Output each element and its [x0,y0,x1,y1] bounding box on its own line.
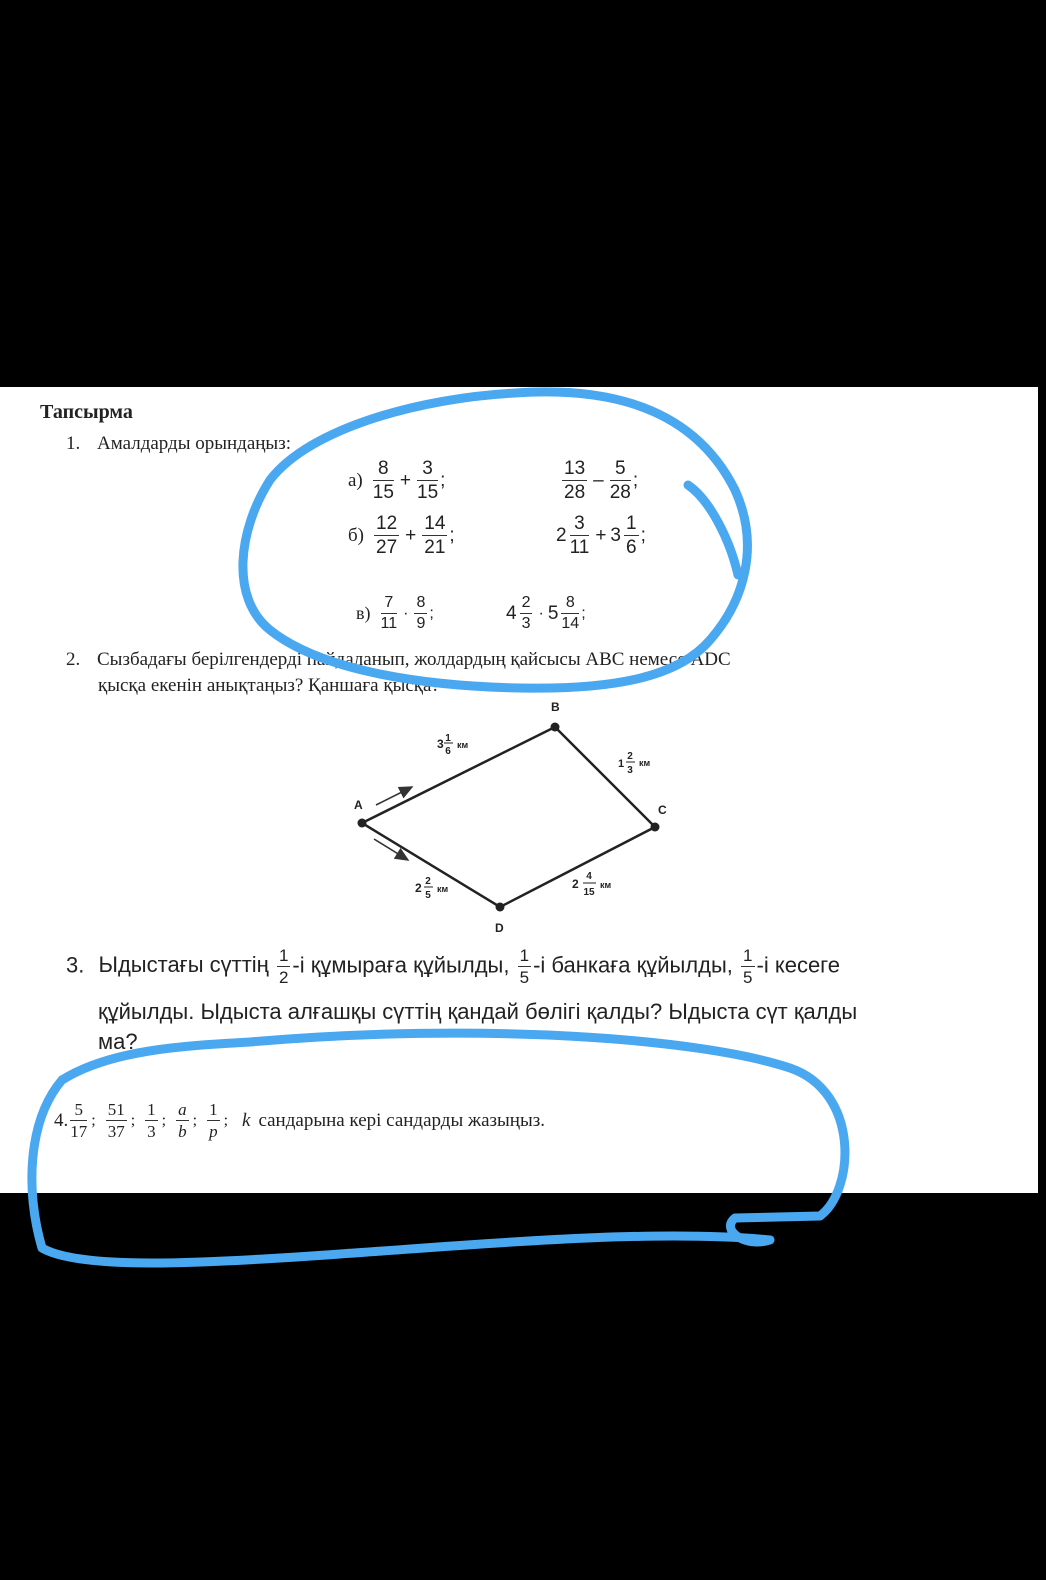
fraction: $\frac{8}{15}$ [372,458,394,503]
highlight-circle-task1 [243,392,747,688]
svg-text:5: 5 [425,890,431,901]
task1-v2: 4 $\frac{2}{3}$ · 5 $\frac{8}{14}$ ; [506,594,586,632]
fraction: $\frac{5}{28}$ [609,458,631,503]
fraction: $\frac{7}{11}$ [380,594,398,632]
task3-line1: 3. Ыдыстағы сүттің $\frac{1}{2}$ -і құмыраға құйылды, $\frac{1}{5}$ -і банкаға құйылды, $\frac{1}{5}$ -і кесеге [66,946,840,987]
heading: Тапсырма [40,401,133,423]
fraction: $\frac{2}{3}$ [521,594,531,632]
label-a: A [354,798,363,812]
fraction: $\frac{1}{5}$ [743,946,753,987]
operator: – [593,469,604,491]
fraction: $\frac{a}{b}$ [178,1100,187,1141]
svg-text:3: 3 [437,737,444,751]
fraction: $\frac{1}{p}$ [209,1100,218,1141]
task1-b1: б) $\frac{12}{27}$ + $\frac{14}{21}$ ; [348,513,455,558]
fraction: $\frac{1}{5}$ [519,946,530,987]
fraction: $\frac{12}{27}$ [376,513,398,558]
task4-number: 4. [54,1109,69,1131]
mixed-whole: 5 [547,602,559,624]
svg-text:2: 2 [572,877,579,891]
task4-text: сандарына кері сандарды жазыңыз. [258,1109,545,1131]
fraction: $\frac{13}{28}$ [564,458,586,503]
svg-text:км: км [600,880,612,890]
label-b: B [551,700,560,714]
task4-line: 4. $\frac{5}{17}$ ; $\frac{51}{37}$ ; $\frac{1}{3}$ ; $\frac{a}{b}$ ; $\frac{1}{p}$ ; k сандарына кері сандарды жазыңыз. [54,1100,545,1141]
fraction: $\frac{1}{2}$ [278,946,289,987]
mixed-whole: 2 [556,524,567,546]
operator: + [399,469,412,491]
fraction: $\frac{8}{14}$ [561,594,580,632]
task1-v1: в) $\frac{7}{11}$ · $\frac{8}{9}$ ; [356,594,434,632]
fraction: $\frac{51}{37}$ [107,1100,125,1141]
task1-number: 1. [66,433,81,454]
highlight-loop-task4 [32,1033,845,1263]
task1-a2: $\frac{13}{28}$ – $\frac{5}{28}$ ; [564,458,639,503]
label-v: в) [356,603,371,623]
operator: + [405,524,417,546]
fraction: $\frac{14}{21}$ [424,513,446,558]
task1-b2: 2 $\frac{3}{11}$ + 3 $\frac{1}{6}$ ; [556,513,646,558]
svg-text:3: 3 [627,765,633,776]
svg-text:2: 2 [627,751,633,762]
task3-number: 3. [66,952,85,978]
label-a: а) [348,469,363,491]
svg-text:1: 1 [445,733,451,744]
mixed-whole: 4 [506,602,517,624]
task1-a1: а) $\frac{8}{15}$ + $\frac{3}{15}$ ; [348,458,446,503]
svg-text:1: 1 [618,758,625,770]
label-d: D [495,921,504,935]
task2-text: Сызбадағы берілгендерді пайдаланып, жолдардың қайсысы ABC немесе ADC [97,649,731,670]
svg-text:2: 2 [425,876,431,887]
svg-text:км: км [639,758,651,768]
fraction: $\frac{1}{6}$ [626,513,637,558]
svg-text:км: км [457,740,469,750]
svg-text:15: 15 [583,887,595,898]
fraction: $\frac{8}{9}$ [416,594,426,632]
fraction: $\frac{1}{3}$ [147,1100,156,1141]
svg-text:6: 6 [445,746,451,757]
fraction: $\frac{5}{17}$ [70,1100,88,1141]
label-c: C [658,803,667,817]
mixed-whole: 3 [610,524,621,546]
variable-k: k [242,1109,251,1131]
operator: · [538,604,544,622]
task2-line2: қысқа екенін анықтаңыз? Қаншаға қысқа? [98,675,440,696]
fraction: $\frac{3}{11}$ [569,513,590,558]
svg-text:км: км [437,884,449,894]
task1-title: Амалдарды орындаңыз: [97,433,291,454]
task3-line2: құйылды. Ыдыста алғашқы сүттің қандай бөлігі қалды? Ыдыста сүт қалды [98,999,858,1024]
svg-text:4: 4 [586,871,592,882]
task3-line3: ма? [98,1029,138,1054]
task2-number: 2. [66,649,81,670]
fraction: $\frac{3}{15}$ [417,458,439,503]
operator: + [595,524,607,546]
svg-text:2: 2 [415,881,422,895]
label-b: б) [348,524,364,546]
operator: · [403,604,409,622]
